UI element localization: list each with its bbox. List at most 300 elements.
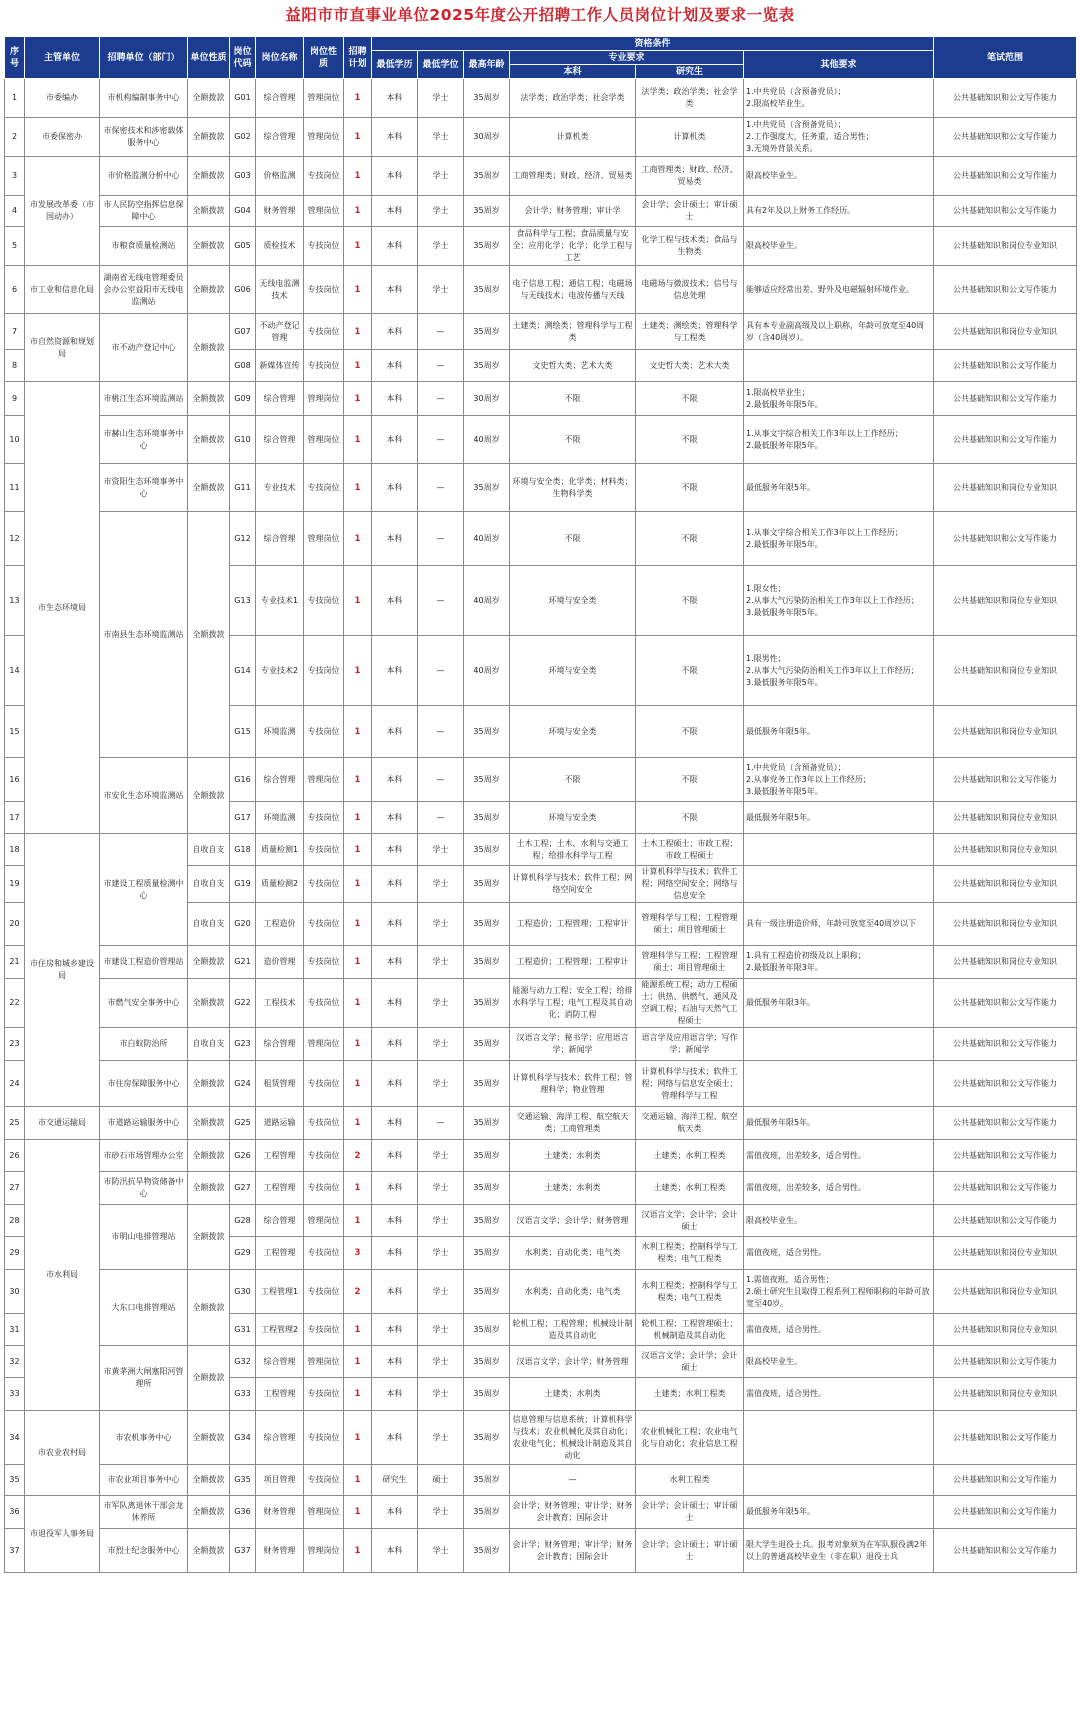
exam-cell: 公共基础知识和公文写作能力 <box>934 266 1077 314</box>
degree-cell: 学士 <box>418 157 464 196</box>
grad-major-cell: 会计学；会计硕士；审计硕士 <box>636 196 744 227</box>
age-cell: 35周岁 <box>464 1529 510 1573</box>
exam-cell: 公共基础知识和公文写作能力 <box>934 758 1077 802</box>
degree-cell: 学士 <box>418 1061 464 1107</box>
exam-cell: 公共基础知识和公文写作能力 <box>934 79 1077 118</box>
type-cell: 管理岗位 <box>304 1205 344 1237</box>
exam-cell: 公共基础知识和公文写作能力 <box>934 1172 1077 1205</box>
degree-cell: — <box>418 758 464 802</box>
type-cell: 专技岗位 <box>304 903 344 946</box>
age-cell: 35周岁 <box>464 1107 510 1140</box>
degree-cell: 学士 <box>418 266 464 314</box>
grad-major-cell: 管理科学与工程；工程管理硕士；项目管理硕士 <box>636 903 744 946</box>
code-cell: G03 <box>230 157 256 196</box>
bachelor-major-cell: 计算机科学与技术；软件工程；网络空间安全 <box>510 866 636 903</box>
grad-major-cell: 土建类；水利工程类 <box>636 1378 744 1411</box>
nature-cell: 全额拨款 <box>188 1107 230 1140</box>
other-req-cell: 1.限高校毕业生； 2.最低服务年限5年。 <box>744 382 934 416</box>
code-cell: G32 <box>230 1346 256 1378</box>
type-cell: 管理岗位 <box>304 758 344 802</box>
edu-cell: 本科 <box>372 946 418 979</box>
edu-cell: 本科 <box>372 834 418 866</box>
header-pos: 岗位名称 <box>256 37 304 79</box>
exam-cell: 公共基础知识和公文写作能力 <box>934 350 1077 382</box>
exam-cell: 公共基础知识和岗位专业知识 <box>934 903 1077 946</box>
position-cell: 工程管理 <box>256 1172 304 1205</box>
nature-cell: 全额拨款 <box>188 512 230 758</box>
nature-cell: 自收自支 <box>188 903 230 946</box>
table-row <box>5 1529 1077 1573</box>
row-number: 20 <box>5 903 25 946</box>
table-row <box>5 512 1077 566</box>
plan-cell: 1 <box>344 834 372 866</box>
edu-cell: 本科 <box>372 566 418 636</box>
other-req-cell: 最低服务年限5年。 <box>744 802 934 834</box>
row-number: 2 <box>5 118 25 157</box>
bachelor-major-cell: 工程造价；工程管理；工程审计 <box>510 903 636 946</box>
edu-cell: 本科 <box>372 636 418 706</box>
exam-cell: 公共基础知识和公文写作能力 <box>934 157 1077 196</box>
exam-cell: 公共基础知识和公文写作能力 <box>934 1205 1077 1237</box>
exam-cell: 公共基础知识和岗位专业知识 <box>934 464 1077 512</box>
position-cell: 综合管理 <box>256 1205 304 1237</box>
position-cell: 环境监测 <box>256 802 304 834</box>
other-req-cell: 需值夜班，出差较多，适合男性。 <box>744 1172 934 1205</box>
plan-cell: 1 <box>344 314 372 350</box>
other-req-cell <box>744 866 934 903</box>
edu-cell: 本科 <box>372 1237 418 1270</box>
edu-cell: 本科 <box>372 118 418 157</box>
nature-cell: 全额拨款 <box>188 1346 230 1411</box>
age-cell: 35周岁 <box>464 350 510 382</box>
bachelor-major-cell: 土建类；水利类 <box>510 1140 636 1172</box>
age-cell: 35周岁 <box>464 903 510 946</box>
table-row <box>5 1107 1077 1140</box>
bachelor-major-cell: 交通运输、海洋工程、航空航天类；工商管理类 <box>510 1107 636 1140</box>
edu-cell: 本科 <box>372 266 418 314</box>
row-number: 24 <box>5 1061 25 1107</box>
degree-cell: — <box>418 314 464 350</box>
degree-cell: 学士 <box>418 1028 464 1061</box>
edu-cell: 本科 <box>372 227 418 266</box>
grad-major-cell: 水利工程类 <box>636 1465 744 1496</box>
degree-cell: 学士 <box>418 979 464 1028</box>
age-cell: 35周岁 <box>464 979 510 1028</box>
other-req-cell: 限高校毕业生。 <box>744 227 934 266</box>
bachelor-major-cell: 信息管理与信息系统；计算机科学与技术；农业机械化及其自动化；农业电气化；机械设计制造及其自动化 <box>510 1411 636 1465</box>
row-number: 28 <box>5 1205 25 1237</box>
edu-cell: 本科 <box>372 1107 418 1140</box>
grad-major-cell: 文史哲大类；艺术大类 <box>636 350 744 382</box>
edu-cell: 本科 <box>372 382 418 416</box>
nature-cell: 全额拨款 <box>188 1061 230 1107</box>
other-req-cell: 最低服务年限5年。 <box>744 1107 934 1140</box>
plan-cell: 1 <box>344 464 372 512</box>
age-cell: 35周岁 <box>464 464 510 512</box>
header-plan: 招聘计划 <box>344 37 372 79</box>
edu-cell: 本科 <box>372 1140 418 1172</box>
department-cell: 市工业和信息化局 <box>25 266 100 314</box>
code-cell: G37 <box>230 1529 256 1573</box>
other-req-cell: 1.中共党员（含预备党员）； 2.工作强度大，任务重，适合男性； 3.无境外背景关系。 <box>744 118 934 157</box>
code-cell: G07 <box>230 314 256 350</box>
plan-cell: 1 <box>344 157 372 196</box>
bachelor-major-cell: 汉语言文学；秘书学；应用语言学；新闻学 <box>510 1028 636 1061</box>
plan-cell: 1 <box>344 903 372 946</box>
plan-cell: 1 <box>344 802 372 834</box>
age-cell: 35周岁 <box>464 266 510 314</box>
grad-major-cell: 不限 <box>636 758 744 802</box>
position-cell: 价格监测 <box>256 157 304 196</box>
type-cell: 专技岗位 <box>304 1237 344 1270</box>
type-cell: 专技岗位 <box>304 1061 344 1107</box>
code-cell: G13 <box>230 566 256 636</box>
code-cell: G04 <box>230 196 256 227</box>
type-cell: 专技岗位 <box>304 946 344 979</box>
bachelor-major-cell: 电子信息工程；通信工程；电磁场与无线技术；电波传播与天线 <box>510 266 636 314</box>
edu-cell: 本科 <box>372 464 418 512</box>
code-cell: G16 <box>230 758 256 802</box>
grad-major-cell: 土建类；测绘类；管理科学与工程类 <box>636 314 744 350</box>
position-cell: 道路运输 <box>256 1107 304 1140</box>
bachelor-major-cell: 不限 <box>510 512 636 566</box>
nature-cell: 全额拨款 <box>188 1270 230 1346</box>
plan-cell: 1 <box>344 706 372 758</box>
unit-cell: 市燃气安全事务中心 <box>100 979 188 1028</box>
position-cell: 综合管理 <box>256 758 304 802</box>
type-cell: 专技岗位 <box>304 834 344 866</box>
degree-cell: 学士 <box>418 1314 464 1346</box>
edu-cell: 本科 <box>372 416 418 464</box>
type-cell: 专技岗位 <box>304 266 344 314</box>
grad-major-cell: 不限 <box>636 636 744 706</box>
edu-cell: 本科 <box>372 1205 418 1237</box>
exam-cell: 公共基础知识和公文写作能力 <box>934 118 1077 157</box>
bachelor-major-cell: 水利类；自动化类；电气类 <box>510 1270 636 1314</box>
other-req-cell: 1.从事文字综合相关工作3年以上工作经历； 2.最低服务年限5年。 <box>744 512 934 566</box>
code-cell: G30 <box>230 1270 256 1314</box>
edu-cell: 本科 <box>372 802 418 834</box>
exam-cell: 公共基础知识和公文写作能力 <box>934 512 1077 566</box>
bachelor-major-cell: 计算机科学与技术；软件工程；管理科学；物业管理 <box>510 1061 636 1107</box>
degree-cell: 学士 <box>418 903 464 946</box>
unit-cell: 市机构编制事务中心 <box>100 79 188 118</box>
exam-cell: 公共基础知识和岗位专业知识 <box>934 314 1077 350</box>
age-cell: 35周岁 <box>464 157 510 196</box>
exam-cell: 公共基础知识和公文写作能力 <box>934 196 1077 227</box>
code-cell: G06 <box>230 266 256 314</box>
age-cell: 35周岁 <box>464 1140 510 1172</box>
other-req-cell <box>744 834 934 866</box>
table-row <box>5 946 1077 979</box>
row-number: 36 <box>5 1496 25 1529</box>
position-cell: 综合管理 <box>256 1028 304 1061</box>
exam-cell: 公共基础知识和公文写作能力 <box>934 979 1077 1028</box>
bachelor-major-cell: 计算机类 <box>510 118 636 157</box>
row-number: 21 <box>5 946 25 979</box>
plan-cell: 2 <box>344 1270 372 1314</box>
position-cell: 造价管理 <box>256 946 304 979</box>
nature-cell: 自收自支 <box>188 866 230 903</box>
bachelor-major-cell: 汉语言文学；会计学；财务管理 <box>510 1346 636 1378</box>
header-type: 岗位性质 <box>304 37 344 79</box>
header-other: 其他要求 <box>744 51 934 79</box>
age-cell: 40周岁 <box>464 566 510 636</box>
edu-cell: 本科 <box>372 1378 418 1411</box>
unit-cell: 市保密技术和涉密载体服务中心 <box>100 118 188 157</box>
exam-cell: 公共基础知识和岗位专业知识 <box>934 946 1077 979</box>
plan-cell: 1 <box>344 1529 372 1573</box>
table-row <box>5 1205 1077 1237</box>
other-req-cell: 1.具有工程造价初级及以上职称； 2.最低服务年限3年。 <box>744 946 934 979</box>
type-cell: 管理岗位 <box>304 1496 344 1529</box>
table-row <box>5 416 1077 464</box>
nature-cell: 全额拨款 <box>188 157 230 196</box>
grad-major-cell: 不限 <box>636 512 744 566</box>
position-cell: 综合管理 <box>256 1346 304 1378</box>
nature-cell: 全额拨款 <box>188 1496 230 1529</box>
code-cell: G31 <box>230 1314 256 1346</box>
position-cell: 项目管理 <box>256 1465 304 1496</box>
degree-cell: 学士 <box>418 946 464 979</box>
degree-cell: 学士 <box>418 1378 464 1411</box>
nature-cell: 全额拨款 <box>188 416 230 464</box>
edu-cell: 本科 <box>372 157 418 196</box>
degree-cell: 学士 <box>418 118 464 157</box>
age-cell: 35周岁 <box>464 1205 510 1237</box>
other-req-cell: 限高校毕业生。 <box>744 1205 934 1237</box>
degree-cell: — <box>418 382 464 416</box>
unit-cell: 市砂石市场管理办公室 <box>100 1140 188 1172</box>
age-cell: 35周岁 <box>464 1237 510 1270</box>
row-number: 9 <box>5 382 25 416</box>
bachelor-major-cell: 土建类；测绘类；管理科学与工程类 <box>510 314 636 350</box>
age-cell: 35周岁 <box>464 1496 510 1529</box>
type-cell: 专技岗位 <box>304 1107 344 1140</box>
row-number: 25 <box>5 1107 25 1140</box>
bachelor-major-cell: 土建类；水利类 <box>510 1172 636 1205</box>
plan-cell: 1 <box>344 1314 372 1346</box>
plan-cell: 1 <box>344 1028 372 1061</box>
type-cell: 专技岗位 <box>304 464 344 512</box>
type-cell: 管理岗位 <box>304 1346 344 1378</box>
degree-cell: 学士 <box>418 866 464 903</box>
other-req-cell: 具有2年及以上财务工作经历。 <box>744 196 934 227</box>
other-req-cell: 能够适应经常出差、野外及电磁辐射环境作业。 <box>744 266 934 314</box>
code-cell: G05 <box>230 227 256 266</box>
exam-cell: 公共基础知识和公文写作能力 <box>934 416 1077 464</box>
position-cell: 专业技术2 <box>256 636 304 706</box>
row-number: 29 <box>5 1237 25 1270</box>
plan-cell: 1 <box>344 79 372 118</box>
edu-cell: 本科 <box>372 903 418 946</box>
grad-major-cell: 土建类；水利工程类 <box>636 1140 744 1172</box>
code-cell: G18 <box>230 834 256 866</box>
unit-cell: 市军队离退休干部会龙休养所 <box>100 1496 188 1529</box>
exam-cell: 公共基础知识和岗位专业知识 <box>934 1314 1077 1346</box>
unit-cell: 市价格监测分析中心 <box>100 157 188 196</box>
header-edu: 最低学历 <box>372 51 418 79</box>
table-row <box>5 1465 1077 1496</box>
degree-cell: — <box>418 416 464 464</box>
table-row <box>5 314 1077 350</box>
type-cell: 管理岗位 <box>304 1028 344 1061</box>
position-cell: 专业技术1 <box>256 566 304 636</box>
bachelor-major-cell: 会计学；财务管理；审计学 <box>510 196 636 227</box>
code-cell: G24 <box>230 1061 256 1107</box>
exam-cell: 公共基础知识和岗位专业知识 <box>934 566 1077 636</box>
edu-cell: 本科 <box>372 1496 418 1529</box>
edu-cell: 本科 <box>372 1028 418 1061</box>
age-cell: 35周岁 <box>464 227 510 266</box>
plan-cell: 1 <box>344 1411 372 1465</box>
nature-cell: 全额拨款 <box>188 266 230 314</box>
degree-cell: 学士 <box>418 227 464 266</box>
degree-cell: 学士 <box>418 1529 464 1573</box>
degree-cell: — <box>418 566 464 636</box>
edu-cell: 本科 <box>372 758 418 802</box>
edu-cell: 本科 <box>372 1346 418 1378</box>
grad-major-cell: 土建类；水利工程类 <box>636 1172 744 1205</box>
grad-major-cell: 会计学；会计硕士；审计硕士 <box>636 1496 744 1529</box>
position-cell: 综合管理 <box>256 79 304 118</box>
age-cell: 35周岁 <box>464 834 510 866</box>
table-row <box>5 1270 1077 1314</box>
other-req-cell: 1.中共党员（含预备党员）； 2.限高校毕业生。 <box>744 79 934 118</box>
nature-cell: 全额拨款 <box>188 946 230 979</box>
table-row <box>5 1140 1077 1172</box>
exam-cell: 公共基础知识和岗位专业知识 <box>934 227 1077 266</box>
department-cell: 市自然资源和规划局 <box>25 314 100 382</box>
unit-cell: 市住房保障服务中心 <box>100 1061 188 1107</box>
nature-cell: 全额拨款 <box>188 758 230 834</box>
row-number: 22 <box>5 979 25 1028</box>
grad-major-cell: 农业机械化工程；农业电气化与自动化；农业信息工程 <box>636 1411 744 1465</box>
degree-cell: 学士 <box>418 1411 464 1465</box>
type-cell: 管理岗位 <box>304 382 344 416</box>
age-cell: 35周岁 <box>464 802 510 834</box>
exam-cell: 公共基础知识和岗位专业知识 <box>934 1270 1077 1314</box>
row-number: 12 <box>5 512 25 566</box>
position-cell: 工程造价 <box>256 903 304 946</box>
exam-cell: 公共基础知识和公文写作能力 <box>934 1107 1077 1140</box>
exam-cell: 公共基础知识和公文写作能力 <box>934 1061 1077 1107</box>
bachelor-major-cell: 环境与安全类 <box>510 636 636 706</box>
edu-cell: 研究生 <box>372 1465 418 1496</box>
nature-cell: 全额拨款 <box>188 314 230 382</box>
position-cell: 综合管理 <box>256 118 304 157</box>
code-cell: G12 <box>230 512 256 566</box>
row-number: 23 <box>5 1028 25 1061</box>
grad-major-cell: 不限 <box>636 706 744 758</box>
row-number: 33 <box>5 1378 25 1411</box>
type-cell: 专技岗位 <box>304 1314 344 1346</box>
row-number: 37 <box>5 1529 25 1573</box>
position-cell: 质量检测2 <box>256 866 304 903</box>
other-req-cell: 1.中共党员（含预备党员）； 2.从事党务工作3年以上工作经历； 3.最低服务年限5年。 <box>744 758 934 802</box>
row-number: 11 <box>5 464 25 512</box>
edu-cell: 本科 <box>372 979 418 1028</box>
bachelor-major-cell: 食品科学与工程；食品质量与安全；应用化学；化学；化学工程与工艺 <box>510 227 636 266</box>
bachelor-major-cell: 不限 <box>510 416 636 464</box>
degree-cell: 学士 <box>418 1205 464 1237</box>
department-cell: 市委编办 <box>25 79 100 118</box>
plan-cell: 1 <box>344 1465 372 1496</box>
nature-cell: 全额拨款 <box>188 382 230 416</box>
nature-cell: 全额拨款 <box>188 1529 230 1573</box>
unit-cell: 市农业项目事务中心 <box>100 1465 188 1496</box>
age-cell: 35周岁 <box>464 1465 510 1496</box>
code-cell: G08 <box>230 350 256 382</box>
position-cell: 综合管理 <box>256 382 304 416</box>
age-cell: 35周岁 <box>464 1061 510 1107</box>
code-cell: G27 <box>230 1172 256 1205</box>
bachelor-major-cell: 法学类；政治学类；社会学类 <box>510 79 636 118</box>
row-number: 27 <box>5 1172 25 1205</box>
row-number: 34 <box>5 1411 25 1465</box>
degree-cell: — <box>418 1107 464 1140</box>
age-cell: 35周岁 <box>464 1172 510 1205</box>
unit-cell: 市赫山生态环境事务中心 <box>100 416 188 464</box>
plan-cell: 1 <box>344 1378 372 1411</box>
table-row <box>5 834 1077 866</box>
bachelor-major-cell: 环境与安全类 <box>510 706 636 758</box>
plan-cell: 1 <box>344 350 372 382</box>
age-cell: 35周岁 <box>464 706 510 758</box>
age-cell: 35周岁 <box>464 1411 510 1465</box>
edu-cell: 本科 <box>372 196 418 227</box>
code-cell: G28 <box>230 1205 256 1237</box>
position-cell: 新媒体宣传 <box>256 350 304 382</box>
table-row <box>5 266 1077 314</box>
row-number: 35 <box>5 1465 25 1496</box>
code-cell: G26 <box>230 1140 256 1172</box>
age-cell: 40周岁 <box>464 512 510 566</box>
table-row <box>5 118 1077 157</box>
grad-major-cell: 计算机科学与技术；软件工程；网络与信息安全硕士；管理科学与工程 <box>636 1061 744 1107</box>
other-req-cell <box>744 350 934 382</box>
header-unit: 招聘单位（部门） <box>100 37 188 79</box>
unit-cell: 湖南省无线电管理委员会办公室益阳市无线电监测站 <box>100 266 188 314</box>
age-cell: 40周岁 <box>464 636 510 706</box>
department-cell: 市退役军人事务局 <box>25 1496 100 1573</box>
exam-cell: 公共基础知识和公文写作能力 <box>934 1140 1077 1172</box>
other-req-cell: 需值夜班，适合男性。 <box>744 1378 934 1411</box>
nature-cell: 全额拨款 <box>188 79 230 118</box>
age-cell: 35周岁 <box>464 79 510 118</box>
exam-cell: 公共基础知识和公文写作能力 <box>934 1028 1077 1061</box>
other-req-cell: 1.限女性； 2.从事大气污染防治相关工作3年以上工作经历； 3.最低服务年限5年。 <box>744 566 934 636</box>
table-row <box>5 1346 1077 1378</box>
degree-cell: 学士 <box>418 79 464 118</box>
bachelor-major-cell: 轮机工程；工程管理；机械设计制造及其自动化 <box>510 1314 636 1346</box>
other-req-cell: 1.限男性； 2.从事大气污染防治相关工作3年以上工作经历； 3.最低服务年限5年。 <box>744 636 934 706</box>
table-row <box>5 758 1077 802</box>
row-number: 14 <box>5 636 25 706</box>
code-cell: G14 <box>230 636 256 706</box>
grad-major-cell: 计算机类 <box>636 118 744 157</box>
other-req-cell <box>744 1465 934 1496</box>
table-row <box>5 1496 1077 1529</box>
grad-major-cell: 汉语言文学；会计学；会计硕士 <box>636 1346 744 1378</box>
code-cell: G22 <box>230 979 256 1028</box>
code-cell: G20 <box>230 903 256 946</box>
grad-major-cell: 不限 <box>636 566 744 636</box>
position-cell: 质检技术 <box>256 227 304 266</box>
bachelor-major-cell: — <box>510 1465 636 1496</box>
table-row <box>5 1411 1077 1465</box>
unit-cell: 市桃江生态环境监测站 <box>100 382 188 416</box>
